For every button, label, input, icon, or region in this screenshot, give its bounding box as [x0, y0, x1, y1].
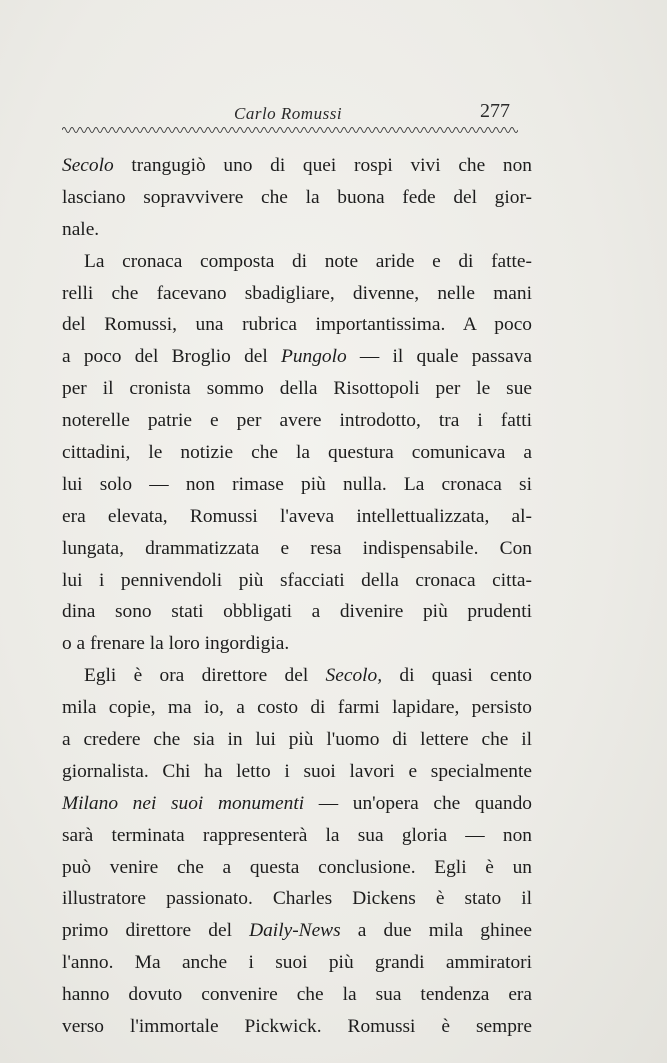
text-line: verso l'immortale Pickwick. Romussi è sempre — [62, 1016, 532, 1038]
text-italic: Pungolo — [280, 346, 347, 368]
text-line: l'anno. Ma anche i suoi più grandi ammiratori — [62, 952, 532, 974]
text-line: relli che facevano sbadigliare, divenne, nelle mani — [62, 282, 532, 304]
text-line: era elevata, Romussi l'aveva intellettualizzata, al- — [62, 505, 532, 527]
text-line: del Romussi, una rubrica importantissima. A poco — [62, 314, 532, 336]
text-line: noterelle patrie e per avere introdotto, tra i fatti — [62, 410, 532, 432]
text-line: Milano nei suoi monumenti — un'opera che quando — [62, 792, 532, 814]
text-line: a credere che sia in lui più l'uomo di lettere che il — [62, 729, 532, 751]
text-italic: Daily-News — [249, 920, 341, 942]
text-line: illustratore passionato. Charles Dickens è stato il — [62, 888, 532, 910]
text-line: cittadini, le notizie che la questura comunicava a — [62, 442, 532, 464]
text-line: può venire che a questa conclusione. Egli è un — [62, 856, 532, 878]
page-number: 277 — [480, 100, 510, 122]
text-line: sarà terminata rappresenterà la sua gloria — non — [62, 824, 532, 846]
text-line: per il cronista sommo della Risottopoli per le sue — [62, 378, 532, 400]
text-italic: Secolo — [62, 155, 114, 176]
body-text — [62, 150, 532, 1043]
text-line: lui i pennivendoli più sfacciati della cronaca citta- — [62, 569, 532, 591]
text-italic: Secolo, — [325, 665, 383, 687]
text-line: dina sono stati obbligati a divenire più prudenti — [62, 601, 532, 623]
paragraph-first-line: La cronaca composta di note aride e di fatte- — [84, 250, 532, 272]
text-line: lasciano sopravvivere che la buona fede del gior- — [62, 186, 532, 208]
text-line: Secolo trangugiò uno di quei rospi vivi che non — [62, 155, 532, 176]
text-line: a poco del Broglio del Pungolo — il quale passava — [62, 346, 532, 368]
text-line: lungata, drammatizzata e resa indispensabile. Con — [62, 537, 532, 559]
ornamental-rule — [62, 124, 518, 136]
text-line: nale. — [62, 218, 100, 240]
paragraph-first-line: Egli è ora direttore del Secolo, di quasi cento — [84, 665, 532, 687]
running-head-author: Carlo Romussi — [234, 104, 343, 123]
text-line: lui solo — non rimase più nulla. La cronaca si — [62, 473, 532, 495]
text-italic: Milano nei suoi monumenti — [62, 792, 305, 814]
text-line: o a frenare la loro ingordigia. — [62, 633, 290, 655]
text-line: hanno dovuto convenire che la sua tendenza era — [62, 984, 532, 1006]
text-line: primo direttore del Daily-News a due mila ghinee — [62, 920, 532, 942]
text-line: mila copie, ma io, a costo di farmi lapidare, persisto — [62, 697, 532, 719]
text-line: giornalista. Chi ha letto i suoi lavori e specialmente — [62, 760, 532, 782]
